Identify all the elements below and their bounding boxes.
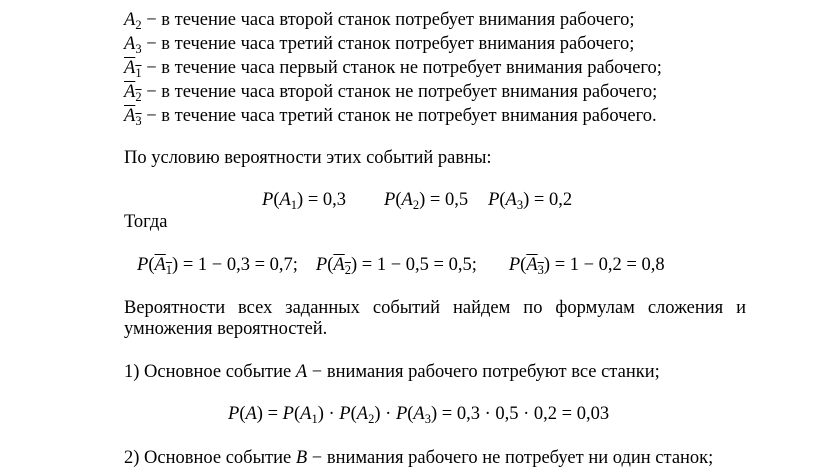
event-line-not-a3 [124, 105, 657, 132]
event-symbol: $A_2$ [124, 10, 142, 32]
item-1: 1) Основное событие A − внимания рабочего потребуют все станки; [124, 362, 660, 382]
prob-a3: $P(A_3) = 0,2$ [488, 190, 573, 212]
complement-a2: $P(A_2) = 1 - 0,5 = 0,5$; [315, 255, 477, 277]
item-2: 2) Основное событие B − внимания рабочего не потребует ни один станок; [124, 448, 714, 468]
condition-text: По условию вероятности этих событий равны: [124, 148, 492, 168]
event-description: − в течение часа второй станок не потребует внимания рабочего; [146, 82, 658, 102]
paragraph-line-2: умножения вероятностей. [124, 319, 328, 339]
complement-a3: $P(A_3) = 1 - 0,2 = 0,8$ [508, 255, 665, 277]
event-symbol: $A_3$ [124, 34, 142, 56]
event-symbol-bar: $A_2$ [124, 82, 142, 104]
event-description: − в течение часа второй станок потребует внимания рабочего; [146, 10, 635, 30]
then-text: Тогда [124, 212, 168, 232]
prob-a2: $P(A_2) = 0,5$ [384, 190, 469, 212]
main-formula: $P(A) = P(A_1) \cdot P(A_2) \cdot P(A_3) = 0,3 \cdot 0,5 \cdot 0,2 = 0,03$ [228, 404, 610, 426]
event-symbol-bar: $A_1$ [124, 58, 142, 80]
event-description: − в течение часа третий станок не потребует внимания рабочего. [146, 106, 657, 126]
event-line-not-a2 [124, 81, 657, 108]
event-description: − в течение часа первый станок не потребует внимания рабочего; [146, 58, 662, 78]
complement-a1: $P(A_1) = 1 - 0,3 = 0,7$; [137, 255, 298, 277]
event-symbol-bar: $A_3$ [124, 106, 142, 128]
event-description: − в течение часа третий станок потребует внимания рабочего; [146, 34, 635, 54]
event-line-a3 [124, 33, 634, 60]
prob-a1: $P(A_1) = 0,3$ [262, 190, 347, 212]
event-line-not-a1 [124, 57, 662, 84]
probabilities-formula [262, 189, 572, 216]
complement-formula [137, 254, 665, 281]
event-line-a2 [124, 9, 635, 36]
paragraph-line-1: Вероятности всех заданных событий найдем по формулам сложения и [124, 298, 746, 318]
